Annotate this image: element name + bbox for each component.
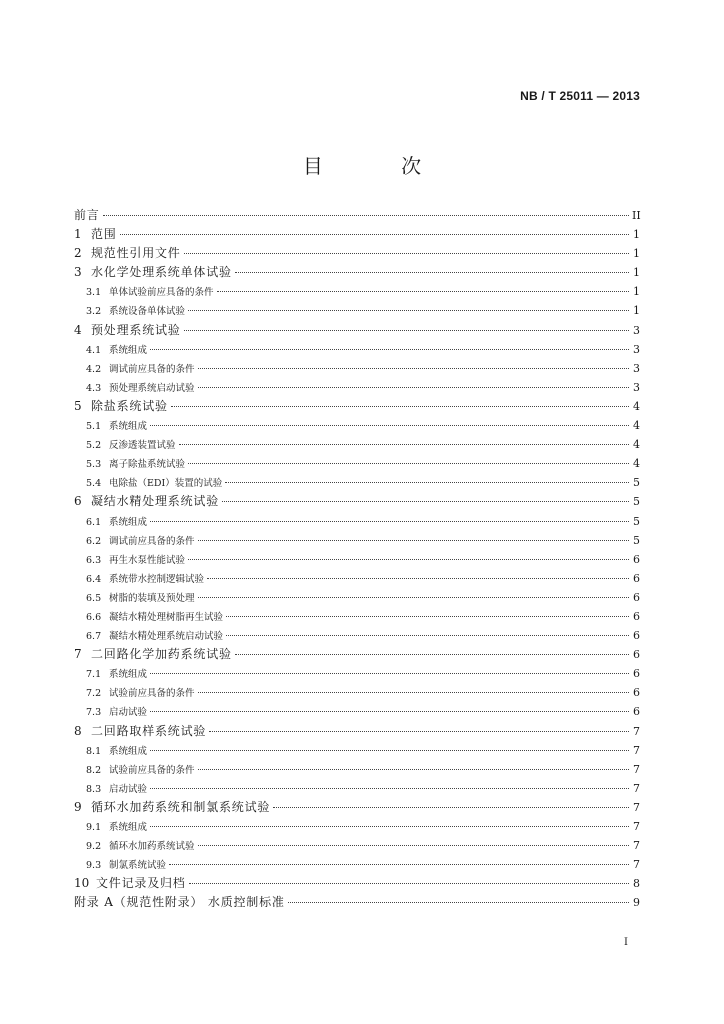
toc-entry-page: II [632,209,641,222]
toc-entry[interactable] [74,817,640,836]
toc-entry-number: 6.2 [86,535,102,547]
dot-leader [179,444,629,445]
dot-leader [198,387,629,388]
dot-leader [189,883,629,884]
toc-entry-page: 7 [633,724,640,738]
toc-entry-title: 二回路取样系统试验 [91,723,207,738]
toc-entry-number: 8.3 [86,783,102,795]
toc-entry[interactable] [74,645,640,664]
toc-entry-number: 5.4 [86,478,102,490]
toc-entry-title: 反渗透装置试验 [109,440,176,452]
toc-entry[interactable] [74,893,640,912]
toc-entry-page: 6 [633,648,640,662]
toc-entry-number: 6.6 [86,611,102,623]
toc-entry-number: 6.4 [86,573,102,585]
toc-entry-page: 7 [633,762,640,776]
toc-entry-page: 7 [633,800,640,814]
toc-entry-number: 8.2 [86,764,102,776]
toc-entry-title: 系统组成 [109,516,148,528]
dot-leader [150,425,629,426]
toc-entry-number: 9.1 [86,822,102,833]
dot-leader [217,291,629,292]
toc-entry-page: 6 [633,552,640,566]
dot-leader [198,692,629,693]
toc-entry[interactable] [74,454,640,473]
toc-entry-page: 1 [633,247,640,261]
toc-entry-title: 调试前应具备的条件 [109,535,195,547]
toc-entry-page: 1 [633,266,640,280]
page-number: I [624,937,628,948]
toc-entry-page: 1 [633,285,640,299]
toc-entry-page: 4 [633,438,640,452]
toc-entry-number: 7.3 [86,707,102,719]
toc-entry-page: 5 [633,533,640,547]
toc-entry[interactable] [74,683,640,702]
toc-title: 目 次 [302,154,458,178]
toc-entry-title: 循环水加药系统和制氯系统试验 [91,799,271,814]
toc-entry-number: 3.2 [86,306,102,318]
toc-entry-number: 7.2 [86,688,102,700]
dot-leader [198,597,629,598]
dot-leader [103,215,629,216]
toc-entry-number: 3.1 [86,287,102,299]
toc-entry-title: 凝结水精处理系统启动试验 [109,631,224,643]
toc-entry[interactable] [74,588,640,607]
toc-entry[interactable] [74,741,640,760]
toc-entry[interactable] [74,760,640,779]
toc-entry-page: 1 [633,228,640,242]
toc-entry-number: 5.3 [86,459,102,471]
dot-leader [198,845,629,846]
dot-leader [150,788,629,789]
toc-entry-page: 6 [633,629,640,643]
document-code: NB / T 25011 — 2013 [520,89,640,103]
toc-entry-title: 调试前应具备的条件 [109,363,195,375]
dot-leader [226,635,629,636]
toc-entry-number: 7.1 [86,669,102,681]
toc-entry[interactable] [74,664,640,683]
toc-entry[interactable] [74,550,640,569]
dot-leader [222,501,629,502]
dot-leader [198,769,629,770]
toc-entry-title: 凝结水精处理树脂再生试验 [109,611,224,623]
toc-entry-title: 文件记录及归档 [96,876,186,891]
toc-entry[interactable] [74,397,640,416]
toc-entry-page: 5 [633,476,640,490]
dot-leader [150,711,629,712]
toc-entry-number: 5 [74,398,82,413]
toc-entry-title: 循环水加药系统试验 [109,841,195,853]
dot-leader [288,902,629,903]
toc-entry-page: 1 [633,304,640,318]
toc-entry[interactable] [74,512,640,531]
toc-entry-number: 9.3 [86,860,102,872]
toc-entry-page: 4 [633,419,640,433]
toc-entry-page: 3 [633,380,640,394]
dot-leader [273,807,629,808]
toc-entry[interactable] [74,836,640,855]
toc-entry[interactable] [74,359,640,378]
toc-entry-page: 3 [633,323,640,337]
toc-entry-number: 1 [74,227,82,242]
toc-entry-number: 4.1 [86,344,102,356]
toc-entry-title: 附录 A（规范性附录） 水质控制标准 [74,895,285,910]
toc-entry-page: 4 [633,399,640,413]
toc-entry[interactable] [74,321,640,340]
toc-entry[interactable] [74,702,640,721]
dot-leader [188,559,629,560]
dot-leader [207,578,629,579]
toc-entry-title: 单体试验前应具备的条件 [109,287,214,299]
toc-entry-title: 系统组成 [109,822,148,833]
dot-leader [235,272,629,273]
toc-entry-title: 再生水泵性能试验 [109,554,186,566]
toc-entry-title: 系统组成 [109,421,148,433]
toc-entry-number: 6.7 [86,631,102,643]
toc-entry-number: 6.3 [86,554,102,566]
dot-leader [188,463,629,464]
toc-entry[interactable] [74,340,640,359]
dot-leader [226,616,629,617]
dot-leader [198,540,629,541]
toc-entry-title: 水化学处理系统单体试验 [91,265,232,280]
dot-leader [150,349,629,350]
toc-entry-title: 系统组成 [109,669,148,681]
toc-entry-page: 7 [633,858,640,872]
toc-entry-page: 6 [633,705,640,719]
toc-entry-title: 预处理系统启动试验 [109,382,195,394]
toc-entry-title: 试验前应具备的条件 [109,688,195,700]
toc-entry-title: 二回路化学加药系统试验 [91,647,232,662]
toc-entry-number: 6.5 [86,592,102,604]
toc-entry[interactable] [74,626,640,645]
dot-leader [120,234,629,235]
toc-entry-number: 8 [74,723,82,738]
toc-entry-title: 前言 [74,208,100,222]
toc-entry-title: 规范性引用文件 [91,246,181,261]
toc-entry-title: 预处理系统试验 [91,322,181,337]
toc-entry-title: 除盐系统试验 [91,398,168,413]
toc-entry-page: 4 [633,457,640,471]
toc-entry-page: 7 [633,839,640,853]
toc-entry-title: 系统组成 [109,745,148,757]
toc-entry-title: 系统带水控制逻辑试验 [109,573,205,585]
dot-leader [184,330,629,331]
toc-entry-page: 6 [633,667,640,681]
toc-entry-page: 6 [633,686,640,700]
dot-leader [150,750,629,751]
toc-entry-title: 树脂的装填及预处理 [109,592,195,604]
dot-leader [184,253,629,254]
toc-entry-page: 7 [633,781,640,795]
toc-entry[interactable] [74,798,640,817]
dot-leader [169,864,629,865]
dot-leader [150,826,629,827]
toc-entry-number: 3 [74,265,82,280]
toc-entry-page: 8 [633,877,640,891]
toc-entry[interactable] [74,855,640,874]
toc-entry[interactable] [74,225,640,244]
toc-entry-page: 6 [633,590,640,604]
toc-entry[interactable] [74,263,640,282]
toc-entry-number: 4.2 [86,363,102,375]
toc-entry-number: 9 [74,799,82,814]
toc-entry-number: 4.3 [86,382,102,394]
toc-entry-number: 9.2 [86,841,102,853]
toc-entry-title: 制氯系统试验 [109,860,167,872]
toc-entry-number: 2 [74,246,82,261]
dot-leader [235,654,629,655]
toc-entry-page: 5 [633,514,640,528]
toc-entry-number: 6.1 [86,516,102,528]
toc-entry[interactable] [74,722,640,741]
toc-entry[interactable] [74,607,640,626]
toc-entry-number: 4 [74,322,82,337]
toc-entry-page: 5 [633,495,640,509]
toc-entry-page: 7 [633,743,640,757]
dot-leader [171,406,629,407]
toc-entry-page: 3 [633,361,640,375]
toc-entry-title: 离子除盐系统试验 [109,459,186,471]
toc-entry[interactable] [74,378,640,397]
toc-entry[interactable] [74,473,640,492]
toc-entry-page: 3 [633,342,640,356]
toc-entry[interactable] [74,779,640,798]
toc-entry[interactable] [74,416,640,435]
toc-entry-title: 系统设备单体试验 [109,306,186,318]
toc-entry-number: 6 [74,494,82,509]
toc-entry[interactable] [74,244,640,263]
toc-entry[interactable] [74,435,640,454]
toc-entry-number: 7 [74,647,82,662]
toc-entry-number: 8.1 [86,745,102,757]
toc-entry-title: 电除盐（EDI）装置的试验 [109,478,223,490]
toc-entry-number: 5.2 [86,440,102,452]
toc-entry-page: 9 [633,896,640,910]
toc-entry-number: 10 [74,876,90,891]
toc-entry-number: 5.1 [86,421,102,433]
toc-entry-title: 凝结水精处理系统试验 [91,494,220,509]
dot-leader [150,673,629,674]
toc-entry[interactable] [74,531,640,550]
toc-entry-page: 6 [633,571,640,585]
toc-entry-title: 系统组成 [109,344,148,356]
toc-entry[interactable] [74,282,640,301]
toc-entry[interactable] [74,569,640,588]
dot-leader [198,368,629,369]
table-of-contents [74,206,640,912]
toc-entry-page: 7 [633,820,640,833]
toc-entry[interactable] [74,301,640,320]
toc-entry-title: 启动试验 [109,707,148,719]
toc-entry-page: 6 [633,609,640,623]
toc-entry[interactable] [74,206,640,225]
toc-entry-title: 试验前应具备的条件 [109,764,195,776]
dot-leader [150,521,629,522]
toc-entry-title: 范围 [91,227,117,242]
dot-leader [188,310,629,311]
dot-leader [225,482,629,483]
toc-entry[interactable] [74,492,640,511]
toc-entry[interactable] [74,874,640,893]
dot-leader [209,731,629,732]
toc-entry-title: 启动试验 [109,783,148,795]
